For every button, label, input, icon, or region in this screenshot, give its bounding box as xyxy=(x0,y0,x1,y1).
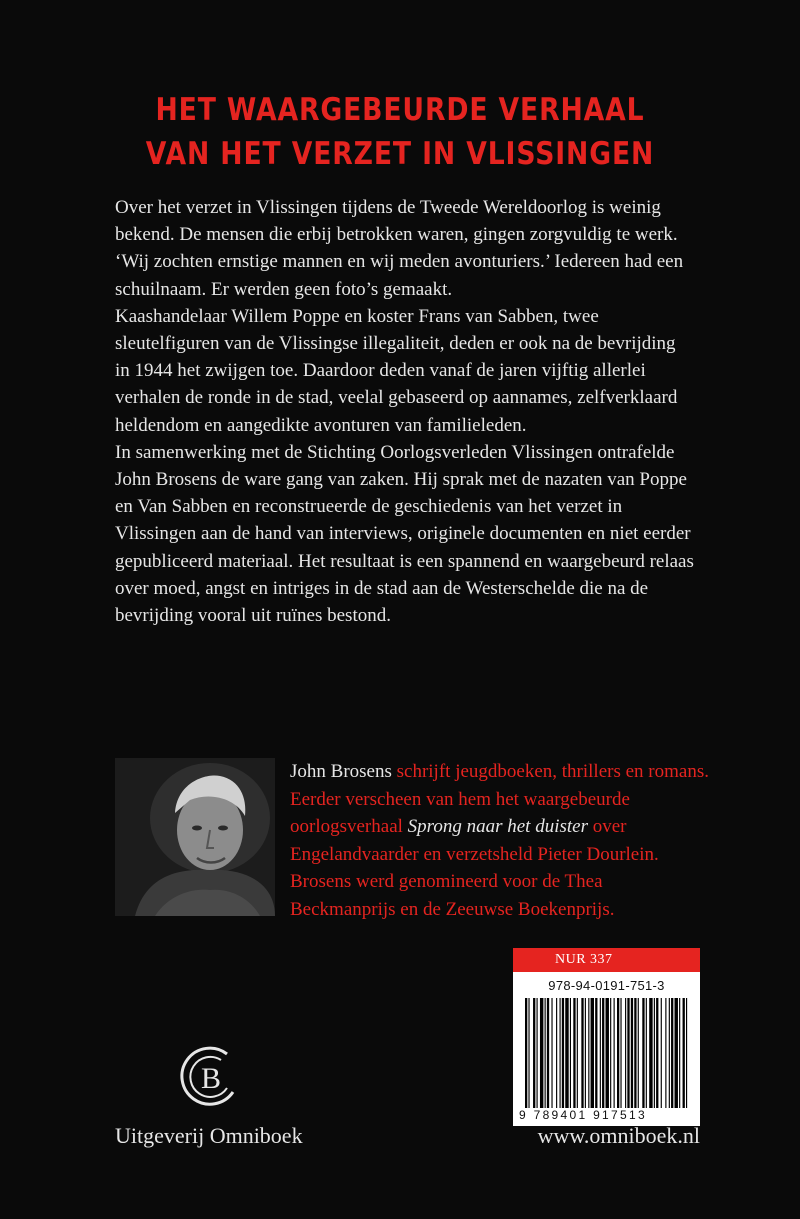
headline-line-2: VAN HET VERZET IN VLISSINGEN xyxy=(145,136,655,172)
blurb-text xyxy=(115,194,695,629)
publisher-name: Uitgeverij Omniboek xyxy=(115,1123,303,1148)
author-bio-text: over Engelandvaarder en verzetsheld Pieter Dourlein. Brosens werd genomineerd voor de Thea Beckmanprijs en de Zeeuwse Boekenprijs. xyxy=(290,816,659,920)
blurb-paragraph: Over het verzet in Vlissingen tijdens de Tweede Wereldoorlog is weinig bekend. De mensen die erbij betrokken waren, gingen zorgvuldig te werk. ‘Wij zochten ernstige mannen en wij meden avonturiers.’ Iedereen had een schuilnaam. Er werden geen foto’s gemaakt. xyxy=(115,197,684,300)
back-cover-headline xyxy=(56,88,744,176)
barcode-panel xyxy=(513,948,700,1126)
barcode-bars xyxy=(523,998,690,1108)
author-photo xyxy=(115,758,275,916)
blurb-paragraph: Kaashandelaar Willem Poppe en koster Frans van Sabben, twee sleutelfiguren van de Vlissingse illegaliteit, deden er ook na de bevrijding in 1944 het zwijgen toe. Daardoor deden vanaf de jaren vijftig allerlei verhalen de ronde in de stad, veelal gebaseerd op aannames, zelfverklaard heldendom en aangedikte avonturen van familieleden. xyxy=(115,305,678,436)
isbn-number: 978-94-0191-751-3 xyxy=(548,978,665,993)
omniboek-logo xyxy=(175,1042,245,1112)
headline-line-1: HET WAARGEBEURDE VERHAAL xyxy=(155,92,645,128)
author-name: John Brosens xyxy=(290,761,392,782)
barcode-digits: 9 789401 917513 xyxy=(519,1108,695,1122)
nur-code: NUR 337 xyxy=(513,948,700,972)
book-title: Sprong naar het duister xyxy=(407,816,588,838)
author-bio-text: schrijft jeugdboeken, thrillers en romans. Eerder verscheen van hem het waargebeurde oorlogsverhaal xyxy=(290,761,709,838)
barcode-icon xyxy=(523,998,690,1108)
author-bio xyxy=(290,758,710,924)
publisher-website: www.omniboek.nl xyxy=(537,1123,700,1148)
blurb-paragraph: In samenwerking met de Stichting Oorlogsverleden Vlissingen ontrafelde John Brosens de ware gang van zaken. Hij sprak met de nazaten van Poppe en Van Sabben en reconstrueerde de geschiedenis van het verzet in Vlissingen aan de hand van interviews, originele documenten en niet eerder gepubliceerd materiaal. Het resultaat is een spannend en waargebeurd relaas over moed, angst en intriges in de stad aan de Westerschelde die na de bevrijding vooral uit ruïnes bestond. xyxy=(115,441,694,627)
author-portrait-illustration xyxy=(115,758,275,916)
logo-letter: B xyxy=(200,1062,222,1095)
